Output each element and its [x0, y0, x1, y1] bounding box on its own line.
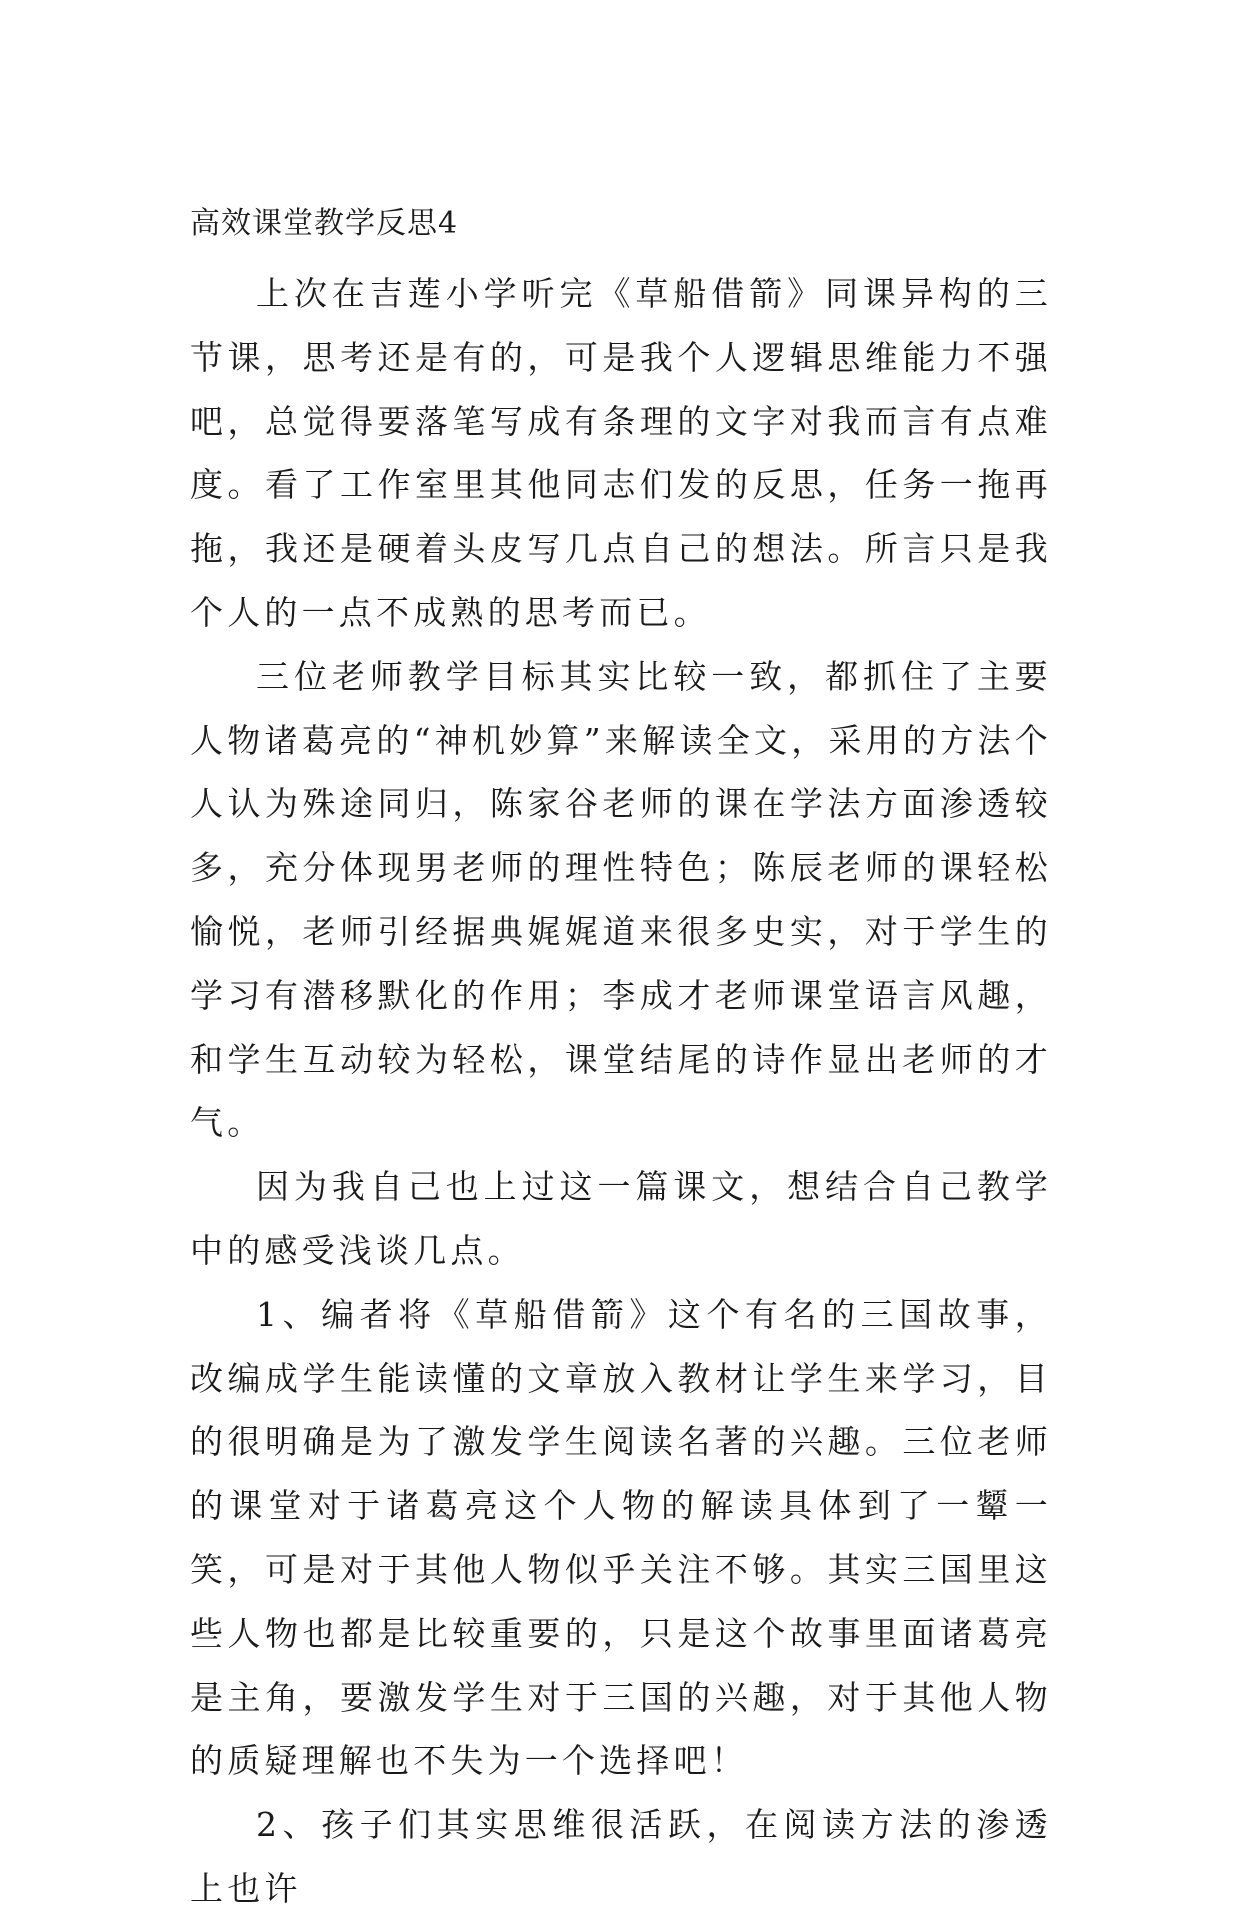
- paragraph-point-2: 2、孩子们其实思维很活跃，在阅读方法的渗透上也许: [190, 1805, 1052, 1908]
- document-body: [190, 262, 1052, 1921]
- paragraph-point-1: 1、编者将《草船借箭》这个有名的三国故事，改编成学生能读懂的文章放入教材让学生来学习，目的很明确是为了激发学生阅读名著的兴趣。三位老师的课堂对于诸葛亮这个人物的解读具体到了一颦一笑，可是对于其他人物似乎关注不够。其实三国里这些人物也都是比较重要的，只是这个故事里面诸葛亮是主角，要激发学生对于三国的兴趣，对于其他人物的质疑理解也不失为一个选择吧！: [190, 1294, 1052, 1781]
- paragraph-intro: 上次在吉莲小学听完《草船借箭》同课异构的三节课，思考还是有的，可是我个人逻辑思维能力不强吧，总觉得要落笔写成有条理的文字对我而言有点难度。看了工作室里其他同志们发的反思，任务一拖再拖，我还是硬着头皮写几点自己的想法。所言只是我个人的一点不成熟的思考而已。: [190, 274, 1052, 632]
- paragraph-teachers: 三位老师教学目标其实比较一致，都抓住了主要人物诸葛亮的“神机妙算”来解读全文，采用的方法个人认为殊途同归，陈家谷老师的课在学法方面渗透较多，充分体现男老师的理性特色；陈辰老师的课轻松愉悦，老师引经据典娓娓道来很多史实，对于学生的学习有潜移默化的作用；李成才老师课堂语言风趣，和学生互动较为轻松，课堂结尾的诗作显出老师的才气。: [190, 656, 1052, 1143]
- paragraph-transition: 因为我自己也上过这一篇课文，想结合自己教学中的感受浅谈几点。: [190, 1167, 1052, 1270]
- document-title: 高效课堂教学反思4: [190, 206, 459, 241]
